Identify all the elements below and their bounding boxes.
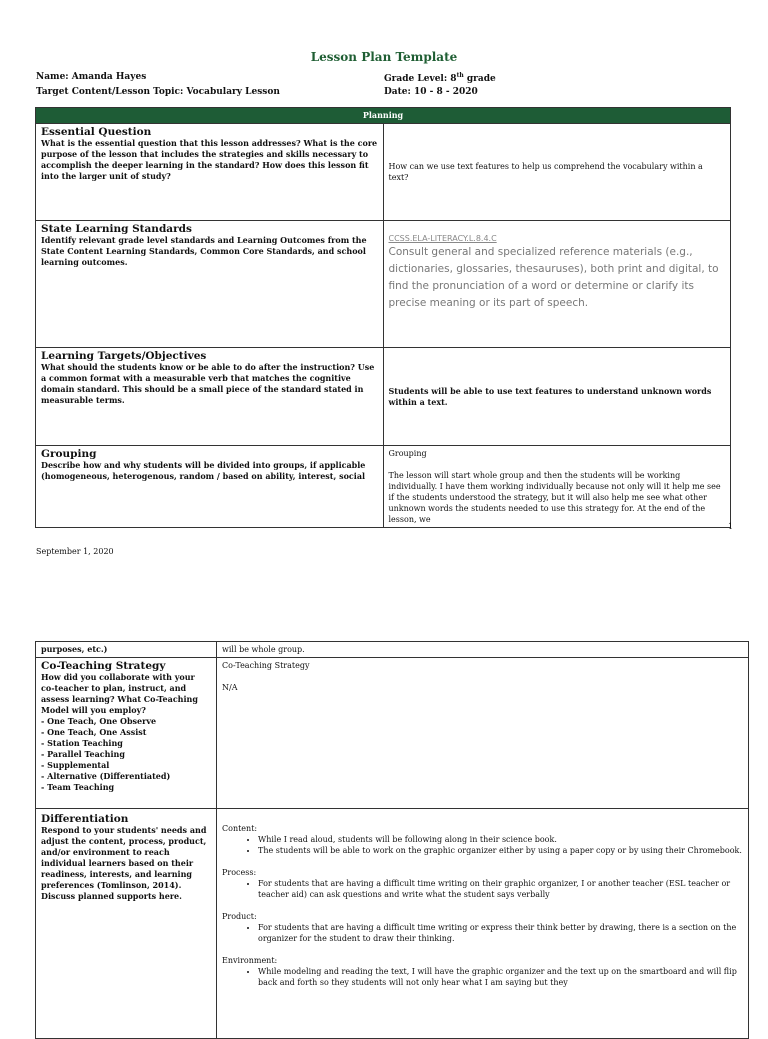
targets-heading: Learning Targets/Objectives — [41, 350, 207, 362]
coteaching-label: Co-Teaching Strategy — [222, 661, 310, 670]
coteaching-row — [36, 658, 749, 809]
footer-date: September 1, 2020 — [36, 547, 114, 556]
standard-code-link[interactable]: CCSS.ELA-LITERACY.L.8.4.C — [388, 234, 497, 243]
coteaching-model: - Alternative (Differentiated) — [41, 771, 171, 781]
standard-text: Consult general and specialized reference materials (e.g., dictionaries, glossaries, thesauruses), both print and digital, to find the pronunciation of a word or determine or clarify its precise meaning or its part of speech. — [388, 246, 719, 309]
grouping-content: The lesson will start whole group and then the students will be working individually. I have them working individually because not only will it help me see if the students understood the strategy, but it will also help me see what other unknown words the students needed to use this strategy for. At the end of the lesson, we — [388, 471, 721, 524]
grouping-content-continued: will be whole group. — [217, 642, 749, 658]
teacher-name: Name: Amanda Hayes — [36, 72, 147, 82]
coteaching-model: - One Teach, One Assist — [41, 727, 147, 737]
content-list — [222, 834, 743, 856]
coteaching-model: - Supplemental — [41, 760, 110, 770]
grouping-desc-continued: purposes, etc.) — [36, 642, 217, 658]
grade-level: Grade Level: 8th grade — [384, 72, 496, 84]
environment-list — [222, 966, 743, 988]
product-label: Product: — [222, 912, 257, 921]
coteaching-model: - Team Teaching — [41, 782, 115, 792]
coteaching-desc: How did you collaborate with your co-teacher to plan, instruct, and assess learning? What Co-Teaching Model will you employ? — [41, 672, 198, 715]
essential-question-content: How can we use text features to help us comprehend the vocabulary within a text? — [383, 124, 731, 221]
targets-content: Students will be able to use text features to understand unknown words within a text. — [383, 348, 731, 446]
targets-row — [36, 348, 731, 446]
list-item: • For students that are having a difficult time writing on their graphic organizer, I or another teacher (ESL teacher or teacher aid) can ask questions and write what the student says verbally — [258, 878, 743, 900]
process-label: Process: — [222, 868, 257, 877]
differentiation-row — [36, 809, 749, 1039]
grouping-continued-row — [36, 642, 749, 658]
lesson-topic: Target Content/Lesson Topic: Vocabulary Lesson — [36, 87, 280, 97]
process-list — [222, 878, 743, 900]
page-number: 1 — [728, 522, 734, 531]
essential-question-heading: Essential Question — [41, 126, 152, 138]
coteaching-content: N/A — [222, 683, 238, 692]
coteaching-heading: Co-Teaching Strategy — [41, 660, 166, 672]
list-item: • The students will be able to work on the graphic organizer either by using a paper copy or by using their Chromebook. — [258, 845, 743, 856]
coteaching-model: - Parallel Teaching — [41, 749, 125, 759]
environment-label: Environment: — [222, 956, 278, 965]
coteaching-model: - Station Teaching — [41, 738, 123, 748]
differentiation-heading: Differentiation — [41, 813, 129, 825]
coteaching-model: - One Teach, One Observe — [41, 716, 157, 726]
list-item: • While I read aloud, students will be following along in their science book. — [258, 834, 743, 845]
essential-question-row — [36, 124, 731, 221]
document-title: Lesson Plan Template — [310, 50, 458, 64]
planning-header: Planning — [36, 108, 731, 124]
grouping-heading: Grouping — [41, 448, 97, 460]
lesson-date: Date: 10 - 8 - 2020 — [384, 87, 478, 97]
standards-heading: State Learning Standards — [41, 223, 192, 235]
grouping-desc: Describe how and why students will be divided into groups, if applicable (homogeneous, heterogenous, random / based on ability, interest, social — [41, 460, 366, 481]
targets-desc: What should the students know or be able to do after the instruction? Use a common format with a measurable verb that matches the cognitive domain standard. This should be a small piece of the standard stated in measurable terms. — [41, 362, 375, 405]
list-item: • While modeling and reading the text, I will have the graphic organizer and the text up on the smartboard and will flip back and forth so they students will not only hear what I am saying but they — [258, 966, 743, 988]
planning-table-continued — [35, 641, 749, 1039]
standards-desc: Identify relevant grade level standards and Learning Outcomes from the State Content Learning Standards, Common Core Standards, and school learning outcomes. — [41, 235, 367, 267]
product-list — [222, 922, 743, 944]
list-item: • For students that are having a difficult time writing or express their think better by drawing, there is a section on the organizer for the student to draw their thinking. — [258, 922, 743, 944]
grouping-label: Grouping — [388, 449, 427, 458]
planning-table — [35, 107, 731, 528]
content-label: Content: — [222, 824, 258, 833]
essential-question-desc: What is the essential question that this lesson addresses? What is the core purpose of the lesson that includes the strategies and skills necessary to accomplish the deeper learning in the standard? How does this lesson fit into the larger unit of study? — [41, 138, 378, 181]
standards-row — [36, 221, 731, 348]
grouping-row — [36, 446, 731, 528]
differentiation-desc: Respond to your students' needs and adjust the content, process, product, and/or environment to reach individual learners based on their readiness, interests, and learning preferences (Tomlinson, 2014). Discuss planned supports here. — [41, 825, 207, 901]
